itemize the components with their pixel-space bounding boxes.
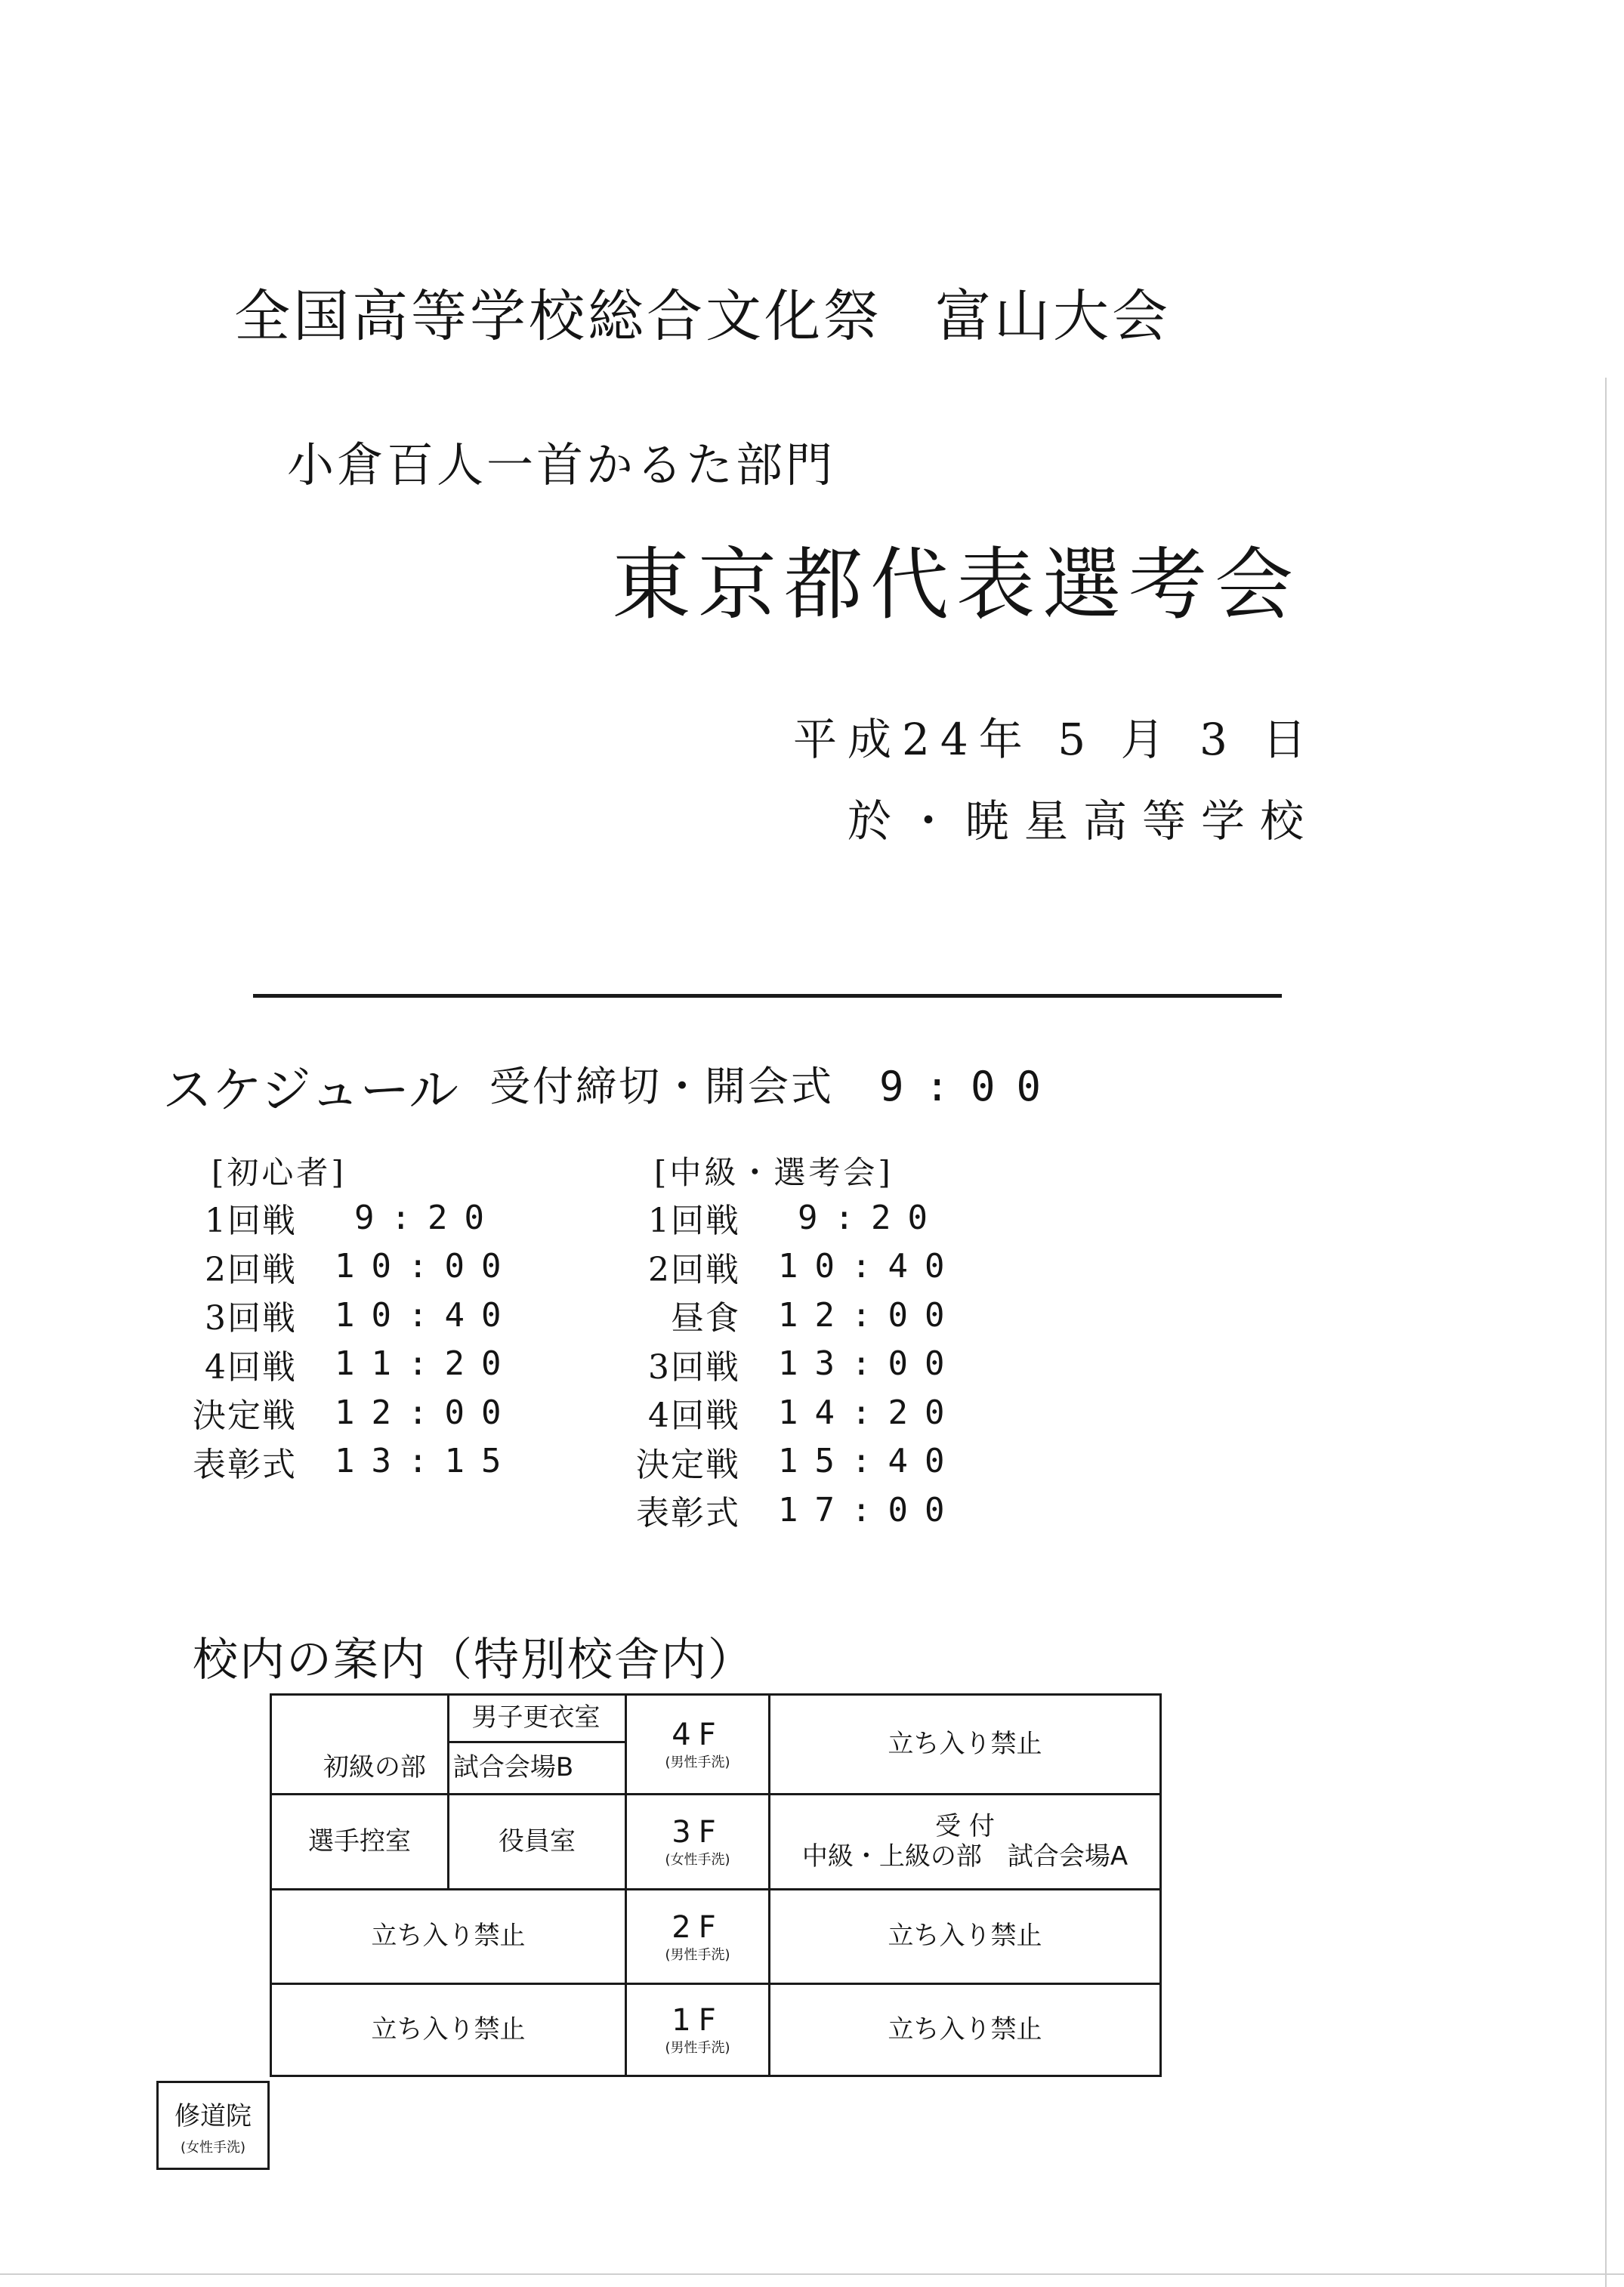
schedule-row	[193, 1437, 518, 1486]
intermediate-heading: [中級・選考会]	[654, 1154, 894, 1191]
festival-title	[234, 272, 1171, 352]
event-venue: 於・暁星高等学校	[848, 795, 1320, 847]
monastery-annex	[156, 2081, 270, 2170]
floor-number: 3F	[672, 1815, 724, 1850]
restroom-note: (女性手洗)	[665, 1852, 730, 1869]
area-no-entry: 立ち入り禁止	[888, 2014, 1042, 2045]
round-label: 1回戦	[205, 1202, 297, 1241]
beginner-heading: [初心者]	[211, 1154, 347, 1191]
area-no-entry: 立ち入り禁止	[888, 1728, 1042, 1759]
festival-name: 全国高等学校総合文化祭	[234, 284, 882, 349]
round-time: 15:40	[778, 1442, 962, 1481]
round-label: 表彰式	[193, 1445, 297, 1484]
round-time: 9:20	[354, 1198, 501, 1237]
round-label: 決定戦	[636, 1445, 740, 1484]
schedule-row	[636, 1340, 962, 1389]
opening-line	[489, 1054, 1062, 1113]
round-time: 13:00	[778, 1344, 962, 1384]
restroom-note: (男性手洗)	[665, 1946, 730, 1963]
opening-time: 9:00	[879, 1063, 1063, 1110]
opening-label: 受付締切・開会式	[489, 1063, 834, 1110]
annex-name: 修道院	[174, 2100, 252, 2131]
area-no-entry: 立ち入り禁止	[888, 1921, 1042, 1952]
room-players-waiting: 選手控室	[308, 1826, 411, 1856]
round-label: 2回戦	[648, 1250, 740, 1289]
reception-label: 受 付	[935, 1811, 995, 1842]
room-beginner-venue	[272, 1743, 625, 1793]
match-room-b: 試合会場B	[452, 1752, 574, 1783]
round-label: 4回戦	[205, 1347, 297, 1387]
match-room-a: 中級・上級の部 試合会場A	[801, 1841, 1128, 1872]
room-mens-changing: 男子更衣室	[471, 1702, 601, 1733]
beginner-division-label: 初級の部	[323, 1752, 426, 1783]
round-time: 10:40	[778, 1247, 962, 1286]
scan-bottom-edge	[0, 2273, 1624, 2275]
floor-number: 4F	[672, 1718, 724, 1753]
round-label: 4回戦	[648, 1397, 740, 1436]
schedule-title: スケジュール	[162, 1061, 459, 1119]
floor-3f	[627, 1795, 768, 1888]
round-time: 14:20	[778, 1393, 962, 1432]
floor-number: 2F	[672, 1909, 724, 1945]
round-time: 9:20	[798, 1198, 944, 1237]
schedule-row	[193, 1242, 518, 1292]
annex-restroom-note: (女性手洗)	[180, 2139, 246, 2156]
schedule-row	[636, 1486, 962, 1535]
horizontal-divider	[253, 994, 1282, 998]
schedule-row	[636, 1242, 962, 1292]
round-label: 1回戦	[648, 1202, 740, 1241]
schedule-row	[193, 1193, 501, 1242]
round-label: 表彰式	[636, 1494, 740, 1533]
round-time: 17:00	[778, 1490, 962, 1529]
guide-title: 校内の案内（特別校舎内）	[193, 1634, 755, 1687]
round-time: 10:00	[335, 1247, 518, 1286]
schedule-row	[636, 1193, 944, 1242]
schedule-row	[636, 1291, 962, 1340]
beginner-schedule	[193, 1193, 518, 1486]
round-label: 昼食	[671, 1299, 740, 1338]
room-officials: 役員室	[499, 1826, 576, 1856]
event-date: 平成24年 5 月 3 日	[793, 714, 1317, 765]
round-time: 12:00	[778, 1295, 962, 1335]
round-label: 決定戦	[193, 1397, 297, 1436]
schedule-row	[193, 1340, 518, 1389]
schedule-row	[636, 1388, 962, 1437]
area-no-entry: 立ち入り禁止	[371, 2014, 526, 2045]
schedule-row	[193, 1291, 518, 1340]
festival-meet: 富山大会	[935, 284, 1171, 349]
table-border-right	[1159, 1693, 1162, 2077]
round-time: 11:20	[335, 1344, 518, 1384]
floor-1f	[627, 1985, 768, 2075]
schedule-row	[636, 1437, 962, 1486]
round-time: 13:15	[335, 1442, 518, 1481]
round-time: 12:00	[335, 1393, 518, 1432]
floor-number: 1F	[672, 2003, 724, 2039]
floor-4f	[627, 1696, 768, 1793]
restroom-note: (男性手洗)	[665, 1755, 730, 1771]
schedule-row	[193, 1388, 518, 1437]
restroom-note: (男性手洗)	[665, 2040, 730, 2057]
round-label: 3回戦	[648, 1347, 740, 1387]
intermediate-schedule	[636, 1193, 962, 1535]
floor-2f	[627, 1890, 768, 1983]
area-no-entry: 立ち入り禁止	[371, 1921, 526, 1952]
table-border-bottom	[270, 2075, 1162, 2077]
round-label: 3回戦	[205, 1299, 297, 1338]
scan-edge-line	[1605, 378, 1607, 2287]
round-time: 10:40	[335, 1295, 518, 1335]
event-title: 東京都代表選考会	[612, 539, 1301, 631]
division-title: 小倉百人一首かるた部門	[287, 437, 836, 492]
round-label: 2回戦	[205, 1250, 297, 1289]
room-reception-venue-a	[770, 1795, 1159, 1888]
